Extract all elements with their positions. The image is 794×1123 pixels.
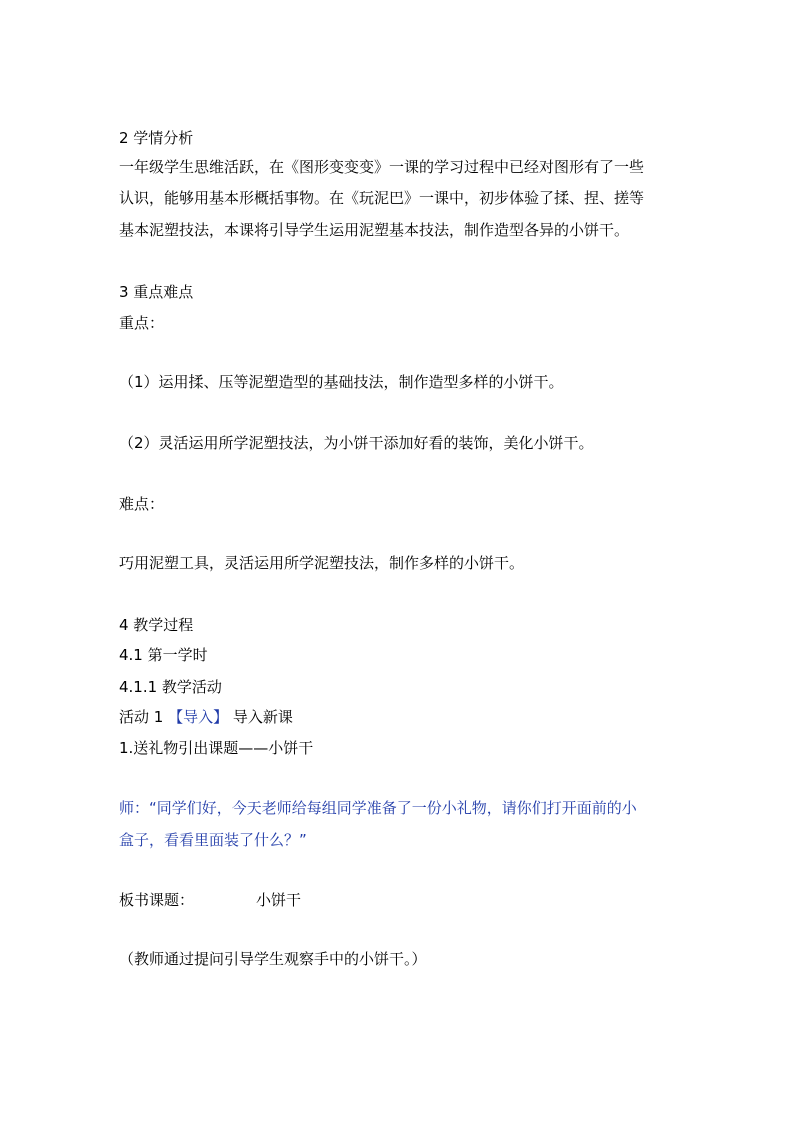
- difficulty-label: 难点：: [119, 495, 165, 513]
- section-4-heading: 4 教学过程: [119, 616, 194, 634]
- teacher-quote-line-2: 盒子，看看里面装了什么？”: [119, 831, 307, 849]
- key-point-1: （1）运用揉、压等泥塑造型的基础技法，制作造型多样的小饼干。: [119, 373, 564, 391]
- teacher-note: （教师通过提问引导学生观察手中的小饼干。）: [119, 950, 427, 968]
- key-point-2: （2）灵活运用所学泥塑技法，为小饼干添加好看的装饰，美化小饼干。: [119, 434, 594, 452]
- activity-bracket-tag: 【导入】: [168, 708, 229, 726]
- section-2-paragraph-line-1: 一年级学生思维活跃，在《图形变变变》一课的学习过程中已经对图形有了一些: [119, 158, 645, 176]
- step-1-heading: 1.送礼物引出课题——小饼干: [119, 739, 314, 757]
- difficulty-text: 巧用泥塑工具，灵活运用所学泥塑技法，制作多样的小饼干。: [119, 554, 525, 572]
- activity-prefix: 活动 1: [119, 708, 164, 726]
- board-title-row: [119, 890, 301, 910]
- activity-heading: [119, 707, 293, 727]
- section-2-paragraph-line-3: 基本泥塑技法，本课将引导学生运用泥塑基本技法，制作造型各异的小饼干。: [119, 221, 630, 239]
- key-points-label: 重点：: [119, 314, 165, 332]
- section-2-paragraph-line-2: 认识，能够用基本形概括事物。在《玩泥巴》一课中，初步体验了揉、捏、搓等: [119, 189, 645, 207]
- board-title-value: 小饼干: [256, 891, 302, 909]
- board-title-label: 板书课题：: [119, 891, 195, 909]
- activity-title: 导入新课: [232, 708, 293, 726]
- section-3-heading: 3 重点难点: [119, 283, 194, 301]
- teacher-quote-line-1: 师：“同学们好，今天老师给每组同学准备了一份小礼物，请你们打开面前的小: [119, 799, 637, 817]
- section-4-1-heading: 4.1 第一学时: [119, 646, 208, 664]
- section-2-heading: 2 学情分析: [119, 129, 194, 147]
- section-4-1-1-heading: 4.1.1 教学活动: [119, 678, 222, 696]
